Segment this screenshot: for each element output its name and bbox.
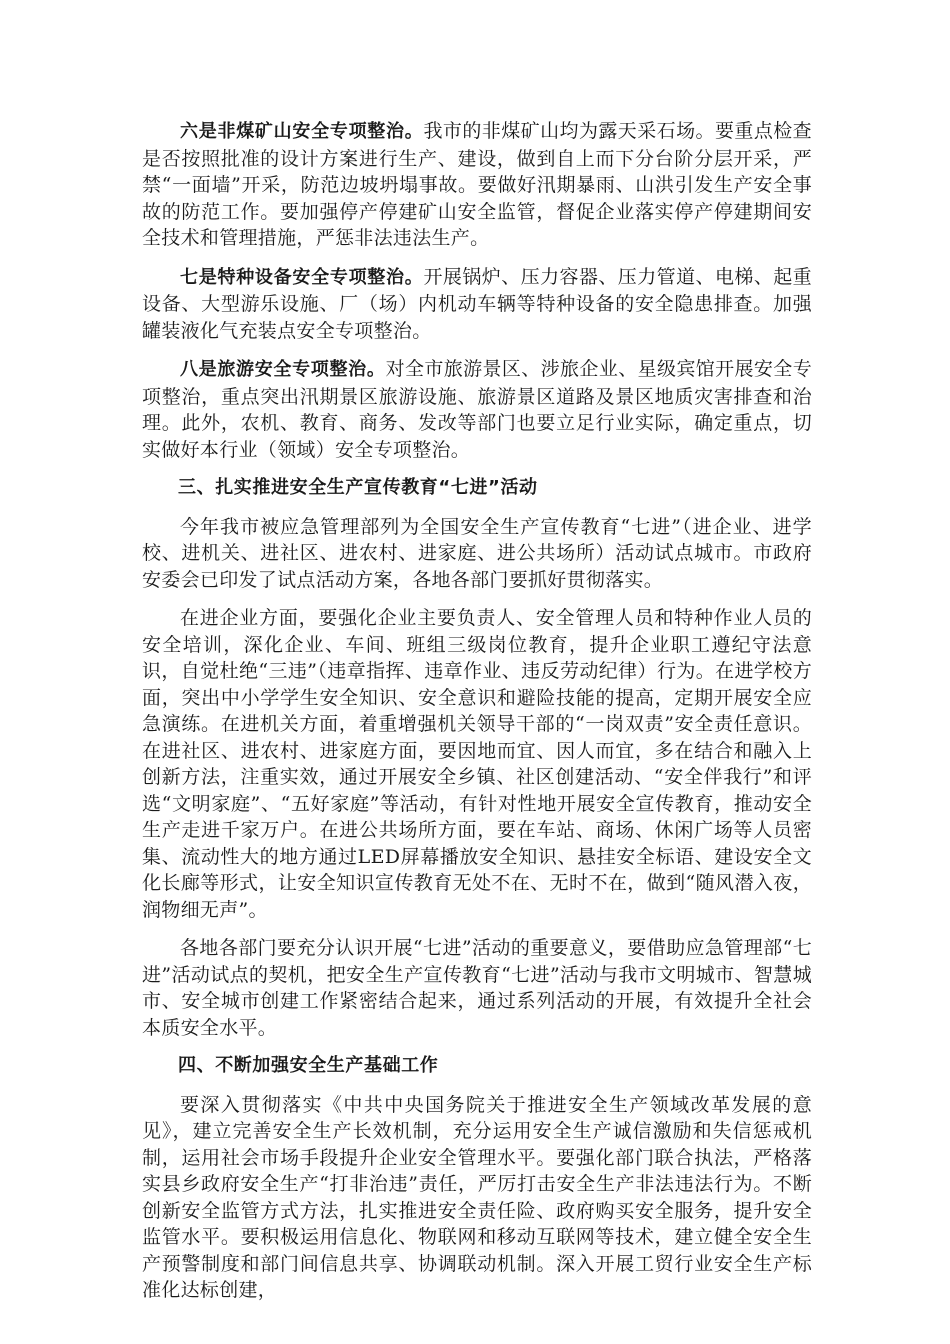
section-eight-paragraph (142, 356, 812, 463)
section-seven-text: 开展锅炉、压力容器、压力管道、电梯、起重设备、大型游乐设施、厂（场）内机动车辆等特种设备的安全隐患排查。加强罐装液化气充装点安全专项整治。 (142, 265, 812, 342)
section-six-paragraph (142, 118, 812, 252)
document-page (142, 118, 812, 1316)
paragraph-3a: 今年我市被应急管理部列为全国安全生产宣传教育“七进”（进企业、进学校、进机关、进社区、进农村、进家庭、进公共场所）活动试点城市。市政府安委会已印发了试点活动方案，各地各部门要抓好贯彻落实。 (142, 515, 812, 591)
heading-four: 四、不断加强安全生产基础工作 (178, 1055, 439, 1076)
section-eight-text: 对全市旅游景区、涉旅企业、星级宾馆开展安全专项整治，重点突出汛期景区旅游设施、旅游景区道路及景区地质灾害排查和治理。此外，农机、教育、商务、发改等部门也要立足行业实际，确定重点，切实做好本行业（领域）安全专项整治。 (142, 358, 812, 461)
paragraph-3b: 在进企业方面，要强化企业主要负责人、安全管理人员和特种作业人员的安全培训，深化企业、车间、班组三级岗位教育，提升企业职工遵纪守法意识，自觉杜绝“三违”（违章指挥、违章作业、违反劳动纪律）行为。在进学校方面，突出中小学学生安全知识、安全意识和避险技能的提高，定期开展安全应急演练。在进机关方面，着重增强机关领导干部的“一岗双责”安全责任意识。在进社区、进农村、进家庭方面，要因地而宜、因人而宜，多在结合和融入上创新方法，注重实效，通过开展安全乡镇、社区创建活动、“安全伴我行”和评选“文明家庭”、“五好家庭”等活动，有针对性地开展安全宣传教育，推动安全生产走进千家万户。在进公共场所方面，要在车站、商场、休闲广场等人员密集、流动性大的地方通过LED屏幕播放安全知识、悬挂安全标语、建设安全文化长廊等形式，让安全知识宣传教育无处不在、无时不在，做到“随风潜入夜，润物细无声”。 (142, 607, 812, 921)
section-six-text: 我市的非煤矿山均为露天采石场。要重点检查是否按照批准的设计方案进行生产、建设，做到自上而下分台阶分层开采，严禁“一面墙”开采，防范边坡坍塌事故。要做好汛期暴雨、山洪引发生产安全事故的防范工作。要加强停产停建矿山安全监管，督促企业落实停产停建期间安全技术和管理措施，严惩非法违法生产。 (142, 120, 812, 249)
heading-three: 三、扎实推进安全生产宣传教育“七进”活动 (178, 477, 538, 498)
paragraph-4a: 要深入贯彻落实《中共中央国务院关于推进安全生产领域改革发展的意见》，建立完善安全生产长效机制，充分运用安全生产诚信激励和失信惩戒机制，运用社会市场手段提升企业安全管理水平。要强化部门联合执法，严格落实县乡政府安全生产“打非治违”责任，严厉打击安全生产非法违法行为。不断创新安全监管方式方法，扎实推进安全责任险、政府购买安全服务，提升安全监管水平。要积极运用信息化、物联网和移动互联网等技术，建立健全安全生产预警制度和部门间信息共享、协调联动机制。深入开展工贸行业安全生产标准化达标创建， (142, 1093, 812, 1301)
paragraph-3c: 各地各部门要充分认识开展“七进”活动的重要意义，要借助应急管理部“七进”活动试点的契机，把安全生产宣传教育“七进”活动与我市文明城市、智慧城市、安全城市创建工作紧密结合起来，通过系列活动的开展，有效提升全社会本质安全水平。 (142, 937, 812, 1039)
section-seven-paragraph (142, 264, 812, 345)
section-eight-lead: 八是旅游安全专项整治。 (180, 359, 386, 380)
section-six-lead: 六是非煤矿山安全专项整治。 (180, 121, 424, 142)
section-seven-lead: 七是特种设备安全专项整治。 (180, 266, 424, 288)
